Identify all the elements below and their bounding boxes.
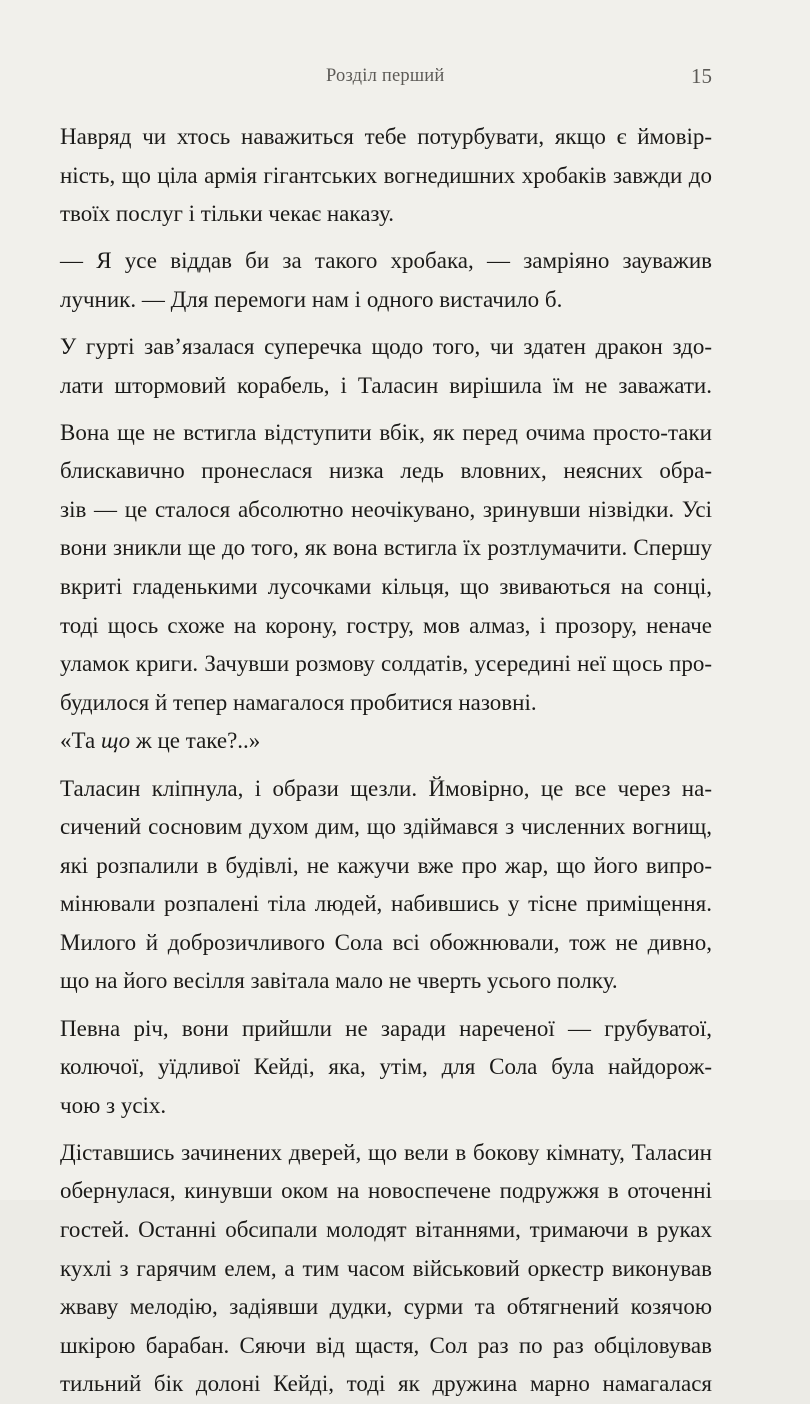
text-line: Таласин кліпнула, і образи щезли. Ймовірно, це все через на- (60, 775, 712, 801)
running-header (60, 66, 712, 96)
chapter-title: Розділ перший (326, 66, 445, 86)
text-line: ність, що ціла армія гігантських вогнедишних хробаків завжди до (60, 162, 712, 188)
text-line: сичений сосновим духом дим, що здіймався з численних вогнищ, (60, 814, 712, 840)
paragraph-8 (60, 1134, 712, 1404)
paragraph-3 (60, 328, 712, 405)
page-number: 15 (691, 64, 712, 88)
text-line: Діставшись зачинених дверей, що вели в бокову кімнату, Таласин (60, 1139, 712, 1165)
text-line: тоді щось схоже на корону, гостру, мов алмаз, і прозору, неначе (60, 612, 712, 638)
paragraph-5-quote (60, 722, 712, 761)
text-line: вкриті гладенькими лусочками кільця, що звиваються на сонці, (60, 574, 712, 600)
text-line: мінювали розпалені тіла людей, набившись у тісне приміщення. (60, 891, 712, 917)
text-line: гостей. Останні обсипали молодят вітаннями, тримаючи в руках (60, 1217, 712, 1243)
quote-line (60, 722, 712, 761)
text-line: блискавично пронеслася низка ледь вловних, неясних обра- (60, 458, 712, 484)
paragraph-1 (60, 118, 712, 234)
text-line: Вона ще не встигла відступити вбік, як перед очима просто-таки (60, 419, 712, 445)
text-line: кухлі з гарячим елем, а тим часом військовий оркестр виконував (60, 1255, 712, 1281)
paragraph-4 (60, 414, 712, 723)
text-line: зів — це сталося абсолютно неочікувано, зринувши нізвідки. Усі (60, 496, 712, 522)
text-line: вони зникли ще до того, як вона встигла їх розтлумачити. Спершу (60, 535, 712, 561)
text-line: чою з усіх. (60, 1092, 167, 1118)
text-line: лучник. — Для перемоги нам і одного вистачило б. (60, 286, 563, 312)
text-line: будилося й тепер намагалося пробитися назовні. (60, 689, 537, 715)
text-line: Певна річ, вони прийшли не заради нареченої — грубуватої, (60, 1015, 712, 1041)
paragraph-6 (60, 770, 712, 1002)
text-line: жваву мелодію, задіявши дудки, сурми та обтягнений козячою (60, 1294, 712, 1320)
paragraph-2 (60, 242, 712, 319)
body-text (60, 118, 712, 1404)
text-line: які розпалили в будівлі, не кажучи вже про жар, що його випро- (60, 852, 712, 878)
text-line: обернулася, кинувши оком на новоспечене подружжя в оточенні (60, 1178, 712, 1204)
text-line: У гурті зав’язалася суперечка щодо того, чи здатен дракон здо- (60, 333, 712, 359)
text-line: колючої, уїдливої Кейді, яка, утім, для Сола була найдорож- (60, 1054, 712, 1080)
text-line: твоїх послуг і тільки чекає наказу. (60, 201, 394, 227)
quote-emphasis: що (100, 728, 131, 754)
text-line: лати штормовий корабель, і Таласин вирішила їм не заважати. (60, 372, 712, 398)
text-line: тильний бік долоні Кейді, тоді як дружина марно намагалася (60, 1371, 712, 1397)
quote-suffix: ж це таке?..» (130, 728, 261, 754)
text-line: Навряд чи хтось наважиться тебе потурбувати, якщо є ймовір- (60, 124, 712, 149)
text-line: — Я усе віддав би за такого хробака, — замріяно зауважив (60, 248, 712, 274)
quote-prefix: «Та (60, 728, 101, 754)
text-line: Милого й доброзичливого Сола всі обожнювали, тож не дивно, (60, 929, 712, 955)
paragraph-7 (60, 1010, 712, 1126)
text-line: що на його весілля завітала мало не чверть усього полку. (60, 968, 618, 994)
text-line: уламок криги. Зачувши розмову солдатів, усередині неї щось про- (60, 651, 712, 677)
text-line: шкірою барабан. Сяючи від щастя, Сол раз по раз обціловував (60, 1332, 712, 1358)
